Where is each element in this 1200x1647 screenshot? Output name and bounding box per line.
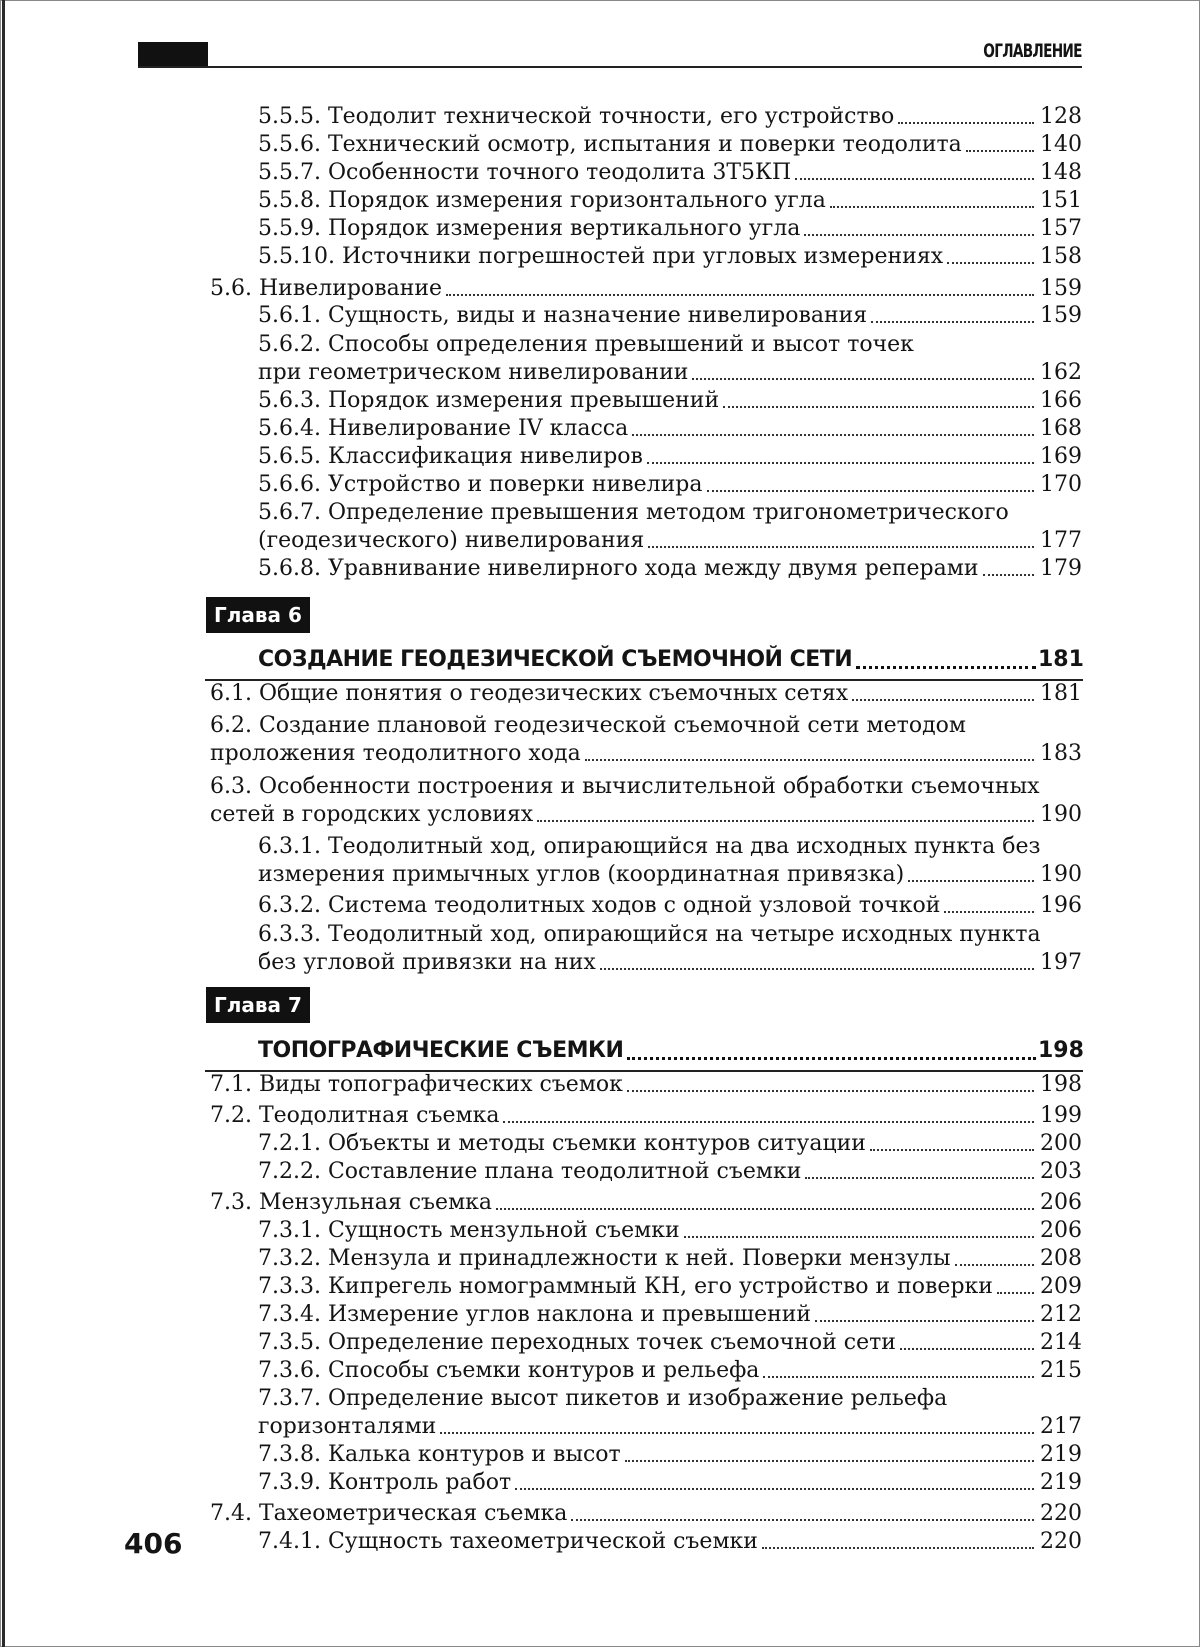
entry-title: 5.6.5. Классификация нивелиров — [258, 444, 643, 469]
chapter-title-entry[interactable] — [258, 1033, 1082, 1069]
entry-leader — [258, 861, 1034, 889]
entry-leader — [258, 949, 1034, 977]
entry-title-first-line[interactable]: 6.2. Создание плановой геодезической съемочной сети методом — [210, 713, 966, 738]
entry-page-number: 159 — [1040, 303, 1082, 328]
entry-leader — [210, 1189, 1034, 1217]
entry-leader — [258, 1130, 1034, 1158]
entry-title: 7.2. Теодолитная съемка — [210, 1103, 500, 1128]
dot-leader — [955, 1264, 1034, 1266]
entry-page-number: 199 — [1040, 1103, 1082, 1128]
dot-leader — [870, 1149, 1034, 1151]
entry-title: проложения теодолитного хода — [210, 741, 581, 766]
entry-leader — [258, 159, 1034, 187]
entry-page-number: 208 — [1040, 1246, 1082, 1271]
entry-leader — [258, 215, 1034, 243]
toc-entry[interactable] — [258, 187, 1082, 215]
entry-leader — [258, 302, 1034, 330]
entry-leader — [210, 1102, 1034, 1130]
entry-leader — [258, 1469, 1034, 1497]
entry-leader — [210, 740, 1034, 768]
toc-entry[interactable] — [210, 740, 1082, 768]
dot-leader — [997, 1292, 1034, 1294]
toc-entry[interactable] — [258, 1273, 1082, 1301]
dot-leader — [446, 294, 1034, 296]
entry-leader — [258, 1158, 1034, 1186]
toc-entry[interactable] — [258, 949, 1082, 977]
entry-title: 7.3. Мензульная съемка — [210, 1190, 493, 1215]
entry-title: 7.3.3. Кипрегель номограммный КН, его устройство и поверки — [258, 1274, 993, 1299]
toc-entry[interactable] — [258, 861, 1082, 889]
entry-title: 5.5.9. Порядок измерения вертикального угла — [258, 216, 801, 241]
toc-entry[interactable] — [210, 1071, 1082, 1099]
entry-title: 6.1. Общие понятия о геодезических съемочных сетях — [210, 681, 849, 706]
entry-title: СОЗДАНИЕ ГЕОДЕЗИЧЕСКОЙ СЪЕМОЧНОЙ СЕТИ — [258, 647, 853, 672]
toc-entry[interactable] — [258, 103, 1082, 131]
entry-title: 5.6.3. Порядок измерения превышений — [258, 388, 720, 413]
entry-leader — [258, 1245, 1034, 1273]
entry-leader — [258, 187, 1034, 215]
entry-title: измерения примычных углов (координатная привязка) — [258, 862, 905, 887]
entry-title: 7.4. Тахеометрическая съемка — [210, 1501, 568, 1526]
entry-leader — [210, 275, 1034, 303]
entry-title: 5.5.7. Особенности точного теодолита 3Т5КП — [258, 160, 792, 185]
entry-page-number: 209 — [1040, 1274, 1082, 1299]
toc-entry[interactable] — [258, 131, 1082, 159]
entry-title: 7.3.9. Контроль работ — [258, 1470, 512, 1495]
entry-leader — [258, 1301, 1034, 1329]
dot-leader — [966, 150, 1034, 152]
toc-entry[interactable] — [258, 415, 1082, 443]
running-header-title: ОГЛАВЛЕНИЕ — [983, 40, 1082, 62]
dot-leader — [795, 178, 1034, 180]
entry-leader — [258, 527, 1034, 555]
entry-leader — [258, 555, 1034, 583]
toc-entry[interactable] — [258, 1413, 1082, 1441]
entry-leader — [258, 1033, 1036, 1069]
dot-leader — [830, 206, 1034, 208]
toc-entry[interactable] — [258, 443, 1082, 471]
dot-leader — [762, 1547, 1034, 1549]
entry-page-number: 170 — [1040, 472, 1082, 497]
entry-title: 7.3.8. Калька контуров и высот — [258, 1442, 621, 1467]
toc-entry[interactable] — [258, 1217, 1082, 1245]
entry-leader — [258, 1357, 1034, 1385]
toc-entry[interactable] — [210, 680, 1082, 708]
dot-leader — [898, 122, 1034, 124]
dot-leader — [627, 1057, 1036, 1060]
entry-title-first-line[interactable]: 5.6.7. Определение превышения методом тригонометрического — [258, 500, 1009, 525]
dot-leader — [944, 911, 1034, 913]
entry-page-number: 196 — [1040, 893, 1082, 918]
entry-title: ТОПОГРАФИЧЕСКИЕ СЪЕМКИ — [258, 1038, 624, 1063]
chapter-title-entry[interactable] — [258, 642, 1082, 678]
toc-entry[interactable] — [258, 892, 1082, 920]
toc-entry[interactable] — [258, 302, 1082, 330]
dot-leader — [723, 406, 1034, 408]
entry-leader — [258, 642, 1036, 678]
entry-leader — [258, 243, 1034, 271]
toc-entry[interactable] — [258, 387, 1082, 415]
entry-page-number: 159 — [1040, 276, 1082, 301]
entry-leader — [258, 359, 1034, 387]
entry-page-number: 177 — [1040, 528, 1082, 553]
entry-title: 5.6.8. Уравнивание нивелирного хода между двумя реперами — [258, 556, 979, 581]
entry-title: 5.5.8. Порядок измерения горизонтального угла — [258, 188, 826, 213]
dot-leader — [805, 1177, 1034, 1179]
toc-entry[interactable] — [258, 1329, 1082, 1357]
entry-title: 7.1. Виды топографических съемок — [210, 1072, 623, 1097]
entry-leader — [210, 1071, 1034, 1099]
entry-page-number: 212 — [1040, 1302, 1082, 1327]
dot-leader — [515, 1488, 1034, 1490]
entry-page-number: 190 — [1040, 802, 1082, 827]
chapter-rule — [205, 679, 1083, 681]
toc-entry[interactable] — [258, 359, 1082, 387]
toc-entry[interactable] — [258, 1441, 1082, 1469]
entry-page-number: 198 — [1038, 1038, 1084, 1063]
entry-title: 7.3.4. Измерение углов наклона и превышений — [258, 1302, 812, 1327]
toc-entry[interactable] — [258, 555, 1082, 583]
entry-leader — [258, 387, 1034, 415]
entry-leader — [258, 1273, 1034, 1301]
toc-entry[interactable] — [210, 275, 1082, 303]
entry-title-first-line[interactable]: 6.3. Особенности построения и вычислительной обработки съемочных — [210, 774, 1040, 799]
toc-entry[interactable] — [258, 243, 1082, 271]
toc-entry[interactable] — [258, 1245, 1082, 1273]
entry-title: 5.6.4. Нивелирование IV класса — [258, 416, 629, 441]
entry-page-number: 157 — [1040, 216, 1082, 241]
dot-leader — [647, 462, 1034, 464]
dot-leader — [496, 1208, 1034, 1210]
toc-entry[interactable] — [258, 1528, 1082, 1556]
dot-leader — [908, 880, 1034, 882]
dot-leader — [684, 1236, 1034, 1238]
dot-leader — [440, 1432, 1034, 1434]
entry-page-number: 148 — [1040, 160, 1082, 185]
toc-entry[interactable] — [258, 527, 1082, 555]
entry-leader — [258, 1217, 1034, 1245]
entry-title: 7.3.2. Мензула и принадлежности к ней. Поверки мензулы — [258, 1246, 951, 1271]
toc-entry[interactable] — [258, 1158, 1082, 1186]
entry-leader — [258, 1528, 1034, 1556]
dot-leader — [537, 820, 1034, 822]
entry-page-number: 219 — [1040, 1470, 1082, 1495]
chapter-badge: Глава 7 — [206, 987, 310, 1023]
entry-title: 5.5.6. Технический осмотр, испытания и поверки теодолита — [258, 132, 962, 157]
entry-title: 5.6. Нивелирование — [210, 276, 443, 301]
entry-leader — [258, 1413, 1034, 1441]
entry-page-number: 128 — [1040, 104, 1082, 129]
dot-leader — [632, 434, 1034, 436]
dot-leader — [571, 1519, 1034, 1521]
entry-title: 7.2.2. Составление плана теодолитной съемки — [258, 1159, 802, 1184]
toc-entry[interactable] — [258, 1357, 1082, 1385]
toc-entry[interactable] — [258, 1469, 1082, 1497]
entry-leader — [210, 1500, 1034, 1528]
toc-entry[interactable] — [258, 471, 1082, 499]
entry-title: 5.5.10. Источники погрешностей при угловых измерениях — [258, 244, 944, 269]
toc-entry[interactable] — [258, 215, 1082, 243]
entry-page-number: 183 — [1040, 741, 1082, 766]
page-number: 406 — [124, 1527, 183, 1560]
entry-page-number: 190 — [1040, 862, 1082, 887]
entry-leader — [258, 1441, 1034, 1469]
entry-page-number: 197 — [1040, 950, 1082, 975]
entry-title-first-line[interactable]: 6.3.1. Теодолитный ход, опирающийся на два исходных пункта без — [258, 834, 1041, 859]
entry-page-number: 181 — [1040, 681, 1082, 706]
toc-entry[interactable] — [210, 1102, 1082, 1130]
entry-page-number: 215 — [1040, 1358, 1082, 1383]
entry-leader — [258, 1329, 1034, 1357]
entry-title: 5.5.5. Теодолит технической точности, его устройство — [258, 104, 895, 129]
dot-leader — [585, 759, 1034, 761]
entry-page-number: 168 — [1040, 416, 1082, 441]
entry-title: 7.3.5. Определение переходных точек съемочной сети — [258, 1330, 896, 1355]
entry-page-number: 220 — [1040, 1529, 1082, 1554]
dot-leader — [815, 1320, 1034, 1322]
entry-page-number: 162 — [1040, 360, 1082, 385]
dot-leader — [763, 1376, 1034, 1378]
entry-title: 5.6.6. Устройство и поверки нивелира — [258, 472, 703, 497]
entry-page-number: 206 — [1040, 1218, 1082, 1243]
dot-leader — [871, 321, 1034, 323]
dot-leader — [947, 262, 1034, 264]
entry-title: (геодезического) нивелирования — [258, 528, 645, 553]
entry-leader — [258, 415, 1034, 443]
entry-title-first-line[interactable]: 7.3.7. Определение высот пикетов и изображение рельефа — [258, 1386, 948, 1411]
toc-entry[interactable] — [258, 1301, 1082, 1329]
toc-entry[interactable] — [210, 1500, 1082, 1528]
entry-page-number: 206 — [1040, 1190, 1082, 1215]
entry-page-number: 219 — [1040, 1442, 1082, 1467]
dot-leader — [900, 1348, 1034, 1350]
entry-page-number: 217 — [1040, 1414, 1082, 1439]
entry-title: при геометрическом нивелировании — [258, 360, 689, 385]
toc-entry[interactable] — [258, 159, 1082, 187]
entry-page-number: 169 — [1040, 444, 1082, 469]
entry-page-number: 166 — [1040, 388, 1082, 413]
chapter-badge: Глава 6 — [206, 597, 310, 633]
entry-leader — [258, 103, 1034, 131]
toc-entry[interactable] — [258, 1130, 1082, 1158]
entry-page-number: 203 — [1040, 1159, 1082, 1184]
dot-leader — [707, 490, 1035, 492]
entry-leader — [210, 801, 1034, 829]
entry-page-number: 158 — [1040, 244, 1082, 269]
entry-page-number: 179 — [1040, 556, 1082, 581]
entry-leader — [210, 680, 1034, 708]
entry-title: 7.3.1. Сущность мензульной съемки — [258, 1218, 680, 1243]
entry-page-number: 214 — [1040, 1330, 1082, 1355]
entry-title: 6.3.2. Система теодолитных ходов с одной узловой точкой — [258, 893, 941, 918]
dot-leader — [983, 574, 1034, 576]
dot-leader — [856, 666, 1036, 669]
chapter-rule — [205, 1070, 1083, 1072]
entry-page-number: 198 — [1040, 1072, 1082, 1097]
entry-title: 5.6.1. Сущность, виды и назначение нивелирования — [258, 303, 868, 328]
dot-leader — [625, 1460, 1034, 1462]
entry-page-number: 181 — [1038, 647, 1084, 672]
dot-leader — [627, 1090, 1034, 1092]
dot-leader — [503, 1121, 1034, 1123]
dot-leader — [600, 968, 1034, 970]
toc-entry[interactable] — [210, 1189, 1082, 1217]
entry-title-first-line[interactable]: 6.3.3. Теодолитный ход, опирающийся на четыре исходных пункта — [258, 922, 1041, 947]
entry-page-number: 140 — [1040, 132, 1082, 157]
entry-title: 7.2.1. Объекты и методы съемки контуров ситуации — [258, 1131, 866, 1156]
entry-page-number: 200 — [1040, 1131, 1082, 1156]
entry-title: сетей в городских условиях — [210, 802, 534, 827]
dot-leader — [692, 378, 1034, 380]
toc-entry[interactable] — [210, 801, 1082, 829]
entry-leader — [258, 443, 1034, 471]
entry-title: горизонталями — [258, 1414, 437, 1439]
entry-title: 7.3.6. Способы съемки контуров и рельефа — [258, 1358, 760, 1383]
entry-leader — [258, 892, 1034, 920]
entry-leader — [258, 471, 1034, 499]
entry-page-number: 151 — [1040, 188, 1082, 213]
entry-leader — [258, 131, 1034, 159]
entry-title: 7.4.1. Сущность тахеометрической съемки — [258, 1529, 758, 1554]
entry-title-first-line[interactable]: 5.6.2. Способы определения превышений и высот точек — [258, 332, 914, 357]
dot-leader — [648, 546, 1034, 548]
entry-page-number: 220 — [1040, 1501, 1082, 1526]
dot-leader — [804, 234, 1034, 236]
entry-title: без угловой привязки на них — [258, 950, 596, 975]
dot-leader — [852, 699, 1034, 701]
